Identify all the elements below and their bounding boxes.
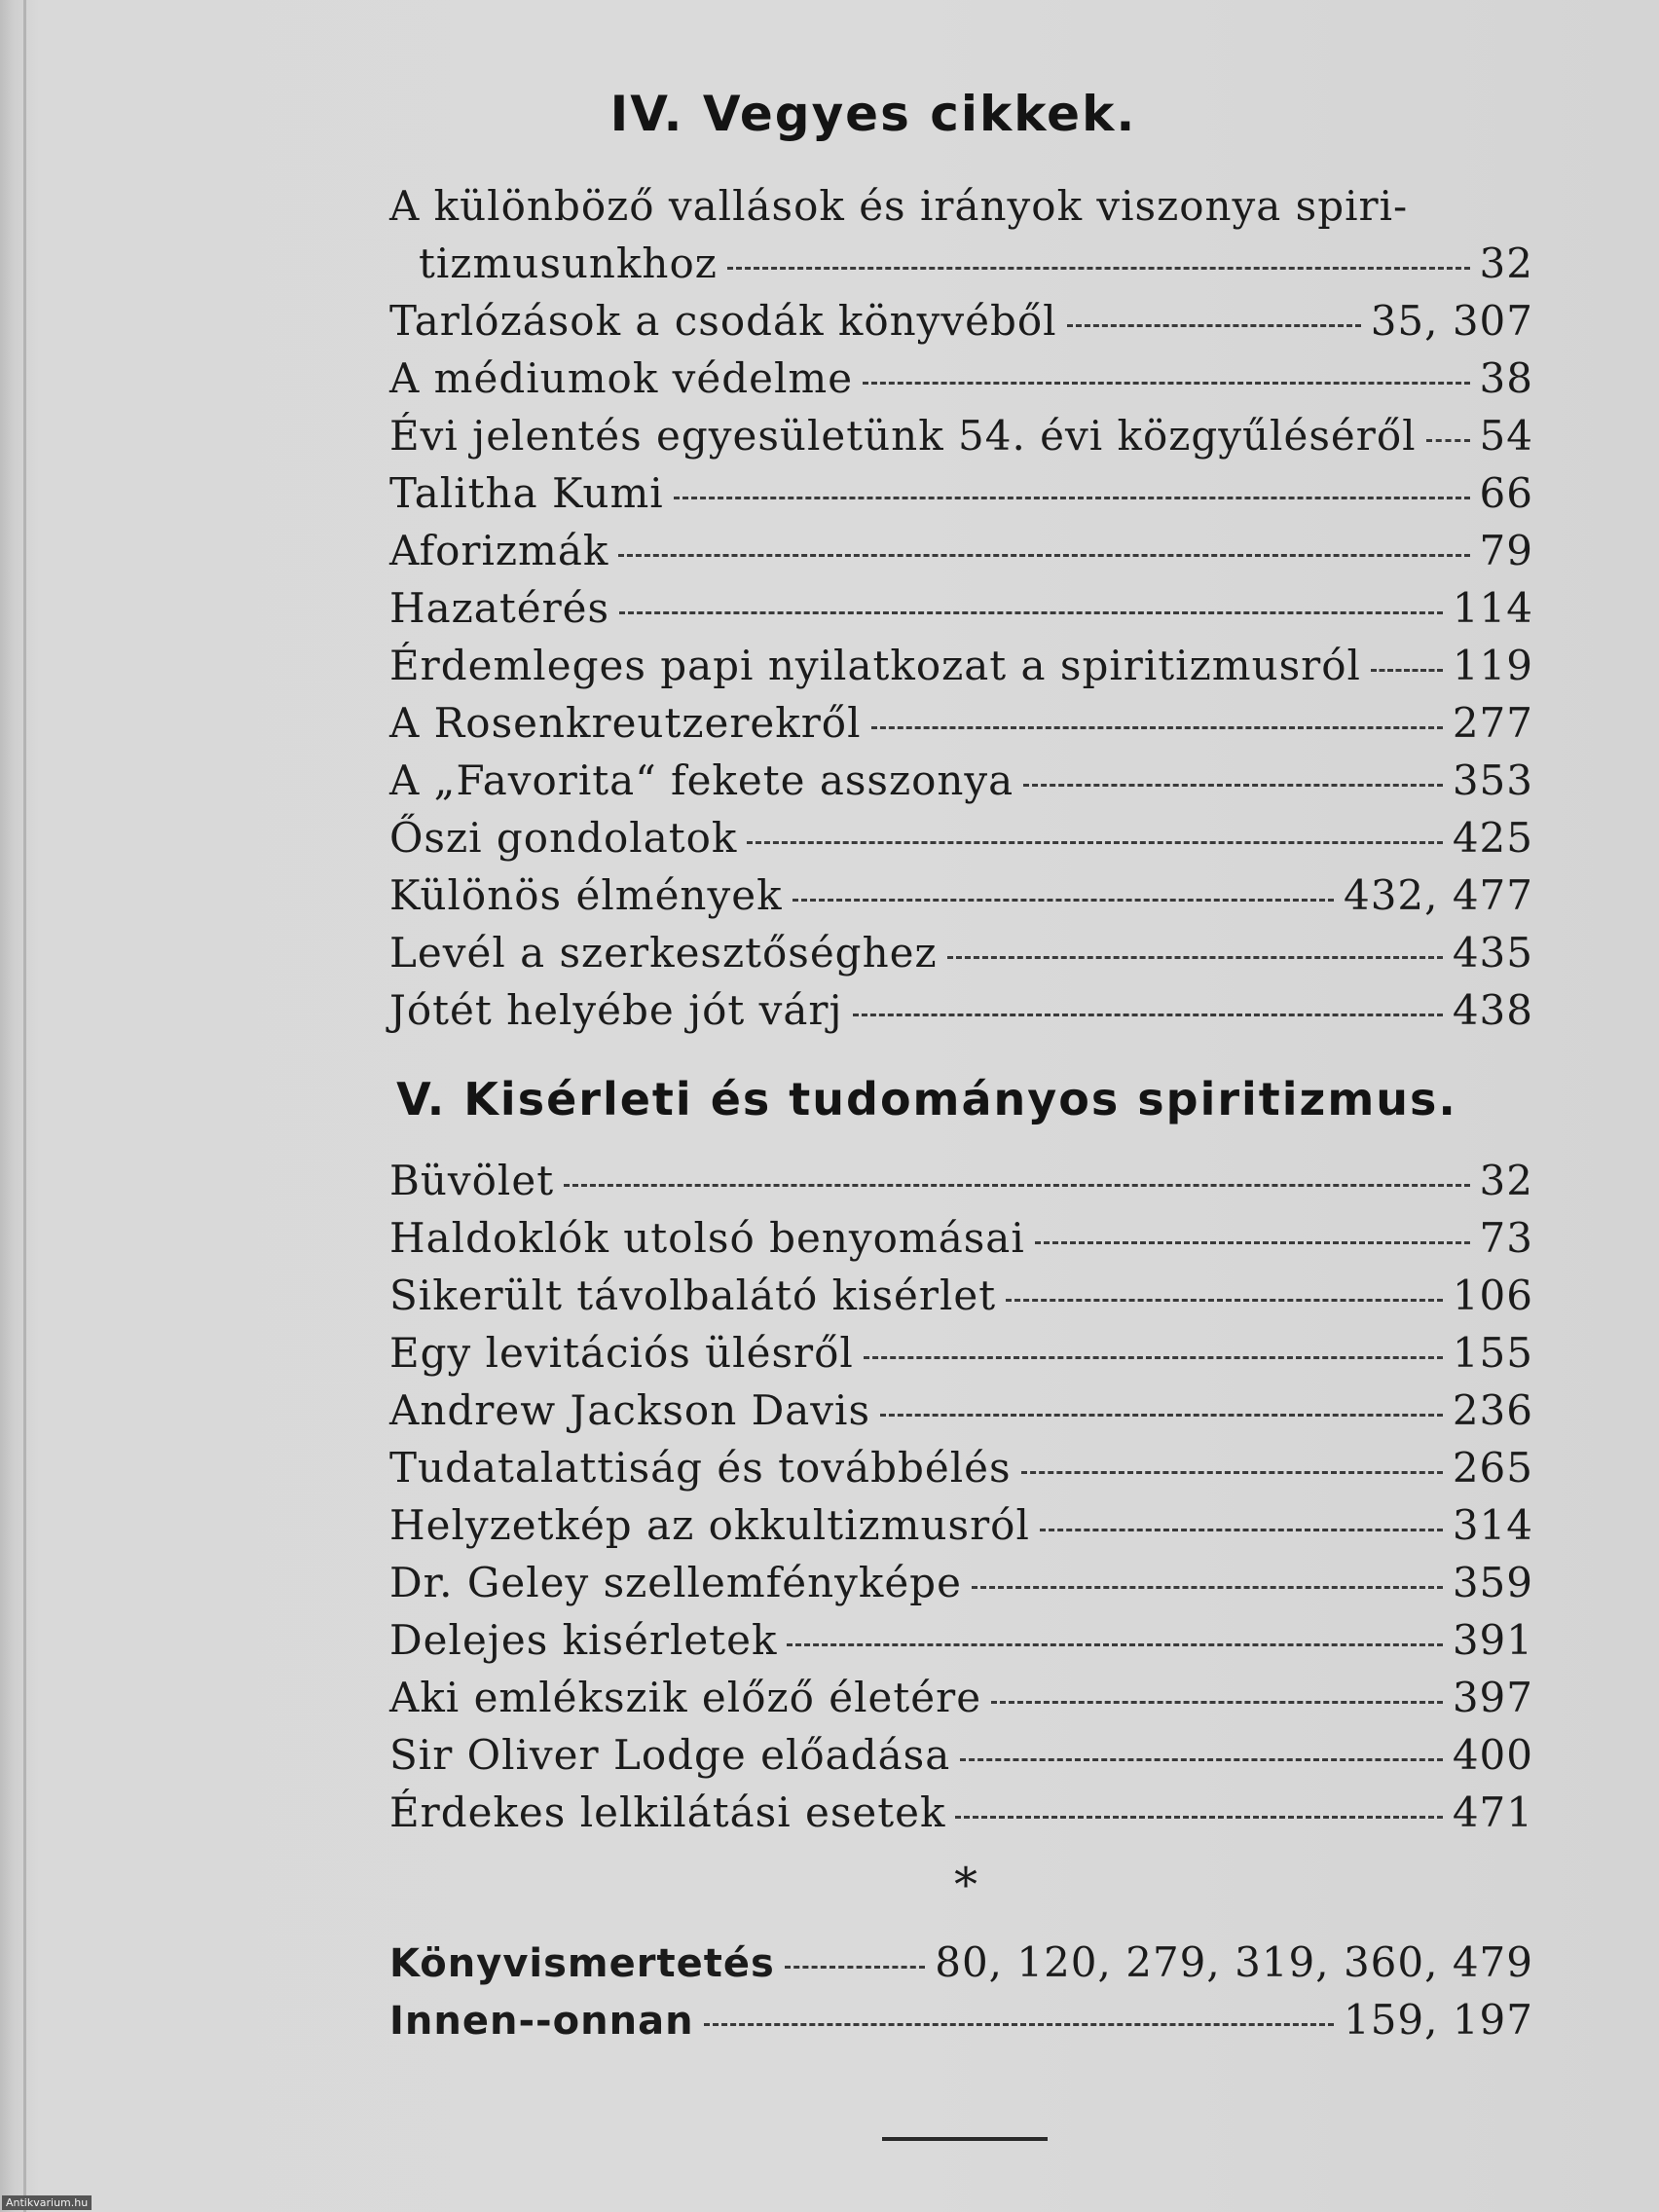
toc-entry	[389, 1382, 1533, 1439]
toc-entry	[389, 1784, 1533, 1841]
entry-title: Tudatalattiság és továbbélés	[389, 1444, 1012, 1492]
entry-pages: 471	[1452, 1788, 1533, 1836]
entry-title: Tarlózások a csodák könyvéből	[389, 297, 1057, 345]
leader-dots	[727, 263, 1470, 270]
leader-dots	[618, 550, 1469, 557]
toc-entry	[389, 1209, 1533, 1267]
toc-entry	[389, 1152, 1533, 1209]
entry-title: Évi jelentés egyesületünk 54. évi közgyűléséről	[389, 412, 1417, 460]
closing-rule	[882, 2137, 1048, 2141]
entry-title: Érdekes lelkilátási esetek	[389, 1788, 946, 1836]
separator-asterisk: *	[954, 1858, 977, 1912]
entry-pages: 32	[1479, 1157, 1533, 1204]
entry-pages: 425	[1452, 814, 1533, 862]
entry-title: Helyzetkép az okkultizmusról	[389, 1501, 1030, 1549]
toc-entry	[389, 177, 1533, 235]
toc-entry	[389, 809, 1533, 866]
entry-pages: 73	[1479, 1214, 1533, 1262]
toc-section-iv	[389, 177, 1533, 1039]
leader-dots	[1035, 1237, 1470, 1244]
entry-pages: 159, 197	[1343, 1996, 1533, 2044]
toc-extra	[389, 1934, 1533, 2048]
entry-pages: 432, 477	[1343, 871, 1533, 919]
leader-dots	[1040, 1525, 1443, 1531]
section-heading-v: V. Kisérleti és tudományos spiritizmus.	[396, 1073, 1457, 1125]
entry-pages: 438	[1452, 986, 1533, 1034]
entry-title: Dr. Geley szellemfényképe	[389, 1559, 962, 1606]
entry-title: Könyvismertetés	[389, 1941, 775, 1986]
entry-pages: 397	[1452, 1674, 1533, 1721]
entry-pages: 353	[1452, 756, 1533, 804]
entry-title: Talitha Kumi	[389, 469, 664, 517]
entry-title: Innen--onnan	[389, 1999, 694, 2044]
entry-title: A Rosenkreutzerekről	[389, 699, 862, 747]
leader-dots	[564, 1180, 1469, 1187]
entry-title: Aki emlékszik előző életére	[389, 1674, 982, 1721]
entry-title: A „Favorita“ fekete asszonya	[389, 756, 1014, 804]
entry-pages: 79	[1479, 527, 1533, 574]
toc-entry	[389, 1496, 1533, 1554]
entry-title: Sikerült távolbalátó kisérlet	[389, 1272, 997, 1319]
toc-entry	[389, 637, 1533, 694]
entry-pages: 106	[1452, 1272, 1533, 1319]
leader-dots	[955, 1812, 1442, 1819]
entry-pages: 277	[1452, 699, 1533, 747]
toc-entry	[389, 866, 1533, 924]
toc-entry	[389, 350, 1533, 407]
entry-title: A különböző vallások és irányok viszonya spiri-	[389, 182, 1409, 230]
entry-pages: 38	[1479, 354, 1533, 402]
entry-pages: 359	[1452, 1559, 1533, 1606]
entry-title: Hazatérés	[389, 584, 610, 632]
entry-title: Őszi gondolatok	[389, 814, 738, 862]
entry-title: Aforizmák	[389, 527, 609, 574]
entry-pages: 66	[1479, 469, 1533, 517]
toc-entry	[389, 981, 1533, 1039]
leader-dots	[991, 1697, 1443, 1704]
entry-pages: 80, 120, 279, 319, 360, 479	[935, 1938, 1533, 1986]
leader-dots	[972, 1582, 1443, 1589]
entry-pages: 391	[1452, 1616, 1533, 1664]
section-heading-iv: IV. Vegyes cikkek.	[609, 86, 1137, 142]
leader-dots	[1067, 320, 1361, 327]
leader-dots	[787, 1640, 1442, 1646]
leader-dots	[960, 1754, 1443, 1761]
leader-dots	[1021, 1467, 1443, 1474]
entry-title: Büvölet	[389, 1157, 555, 1204]
leader-dots	[747, 837, 1442, 844]
entry-pages: 119	[1452, 642, 1533, 689]
toc-entry	[389, 694, 1533, 752]
leader-dots	[704, 2019, 1334, 2026]
toc-entry	[389, 522, 1533, 579]
entry-pages: 114	[1452, 584, 1533, 632]
entry-pages: 155	[1452, 1329, 1533, 1377]
toc-entry	[389, 1439, 1533, 1496]
leader-dots	[1023, 780, 1443, 787]
leader-dots	[853, 1010, 1443, 1016]
leader-dots	[674, 493, 1470, 499]
toc-entry	[389, 1726, 1533, 1784]
leader-dots	[619, 608, 1443, 614]
leader-dots	[1371, 665, 1443, 672]
entry-title: Egy levitációs ülésről	[389, 1329, 854, 1377]
toc-section-v	[389, 1152, 1533, 1841]
leader-dots	[1426, 435, 1470, 442]
entry-title: tizmusunkhoz	[419, 240, 718, 287]
toc-entry	[389, 1554, 1533, 1611]
entry-pages: 314	[1452, 1501, 1533, 1549]
entry-title: Haldoklók utolsó benyomásai	[389, 1214, 1025, 1262]
leader-dots	[880, 1410, 1443, 1417]
toc-entry	[389, 1934, 1533, 1991]
toc-entry	[389, 407, 1533, 464]
entry-title: Jótét helyébe jót várj	[389, 986, 843, 1034]
toc-entry	[389, 292, 1533, 350]
leader-dots	[793, 895, 1334, 902]
entry-pages: 400	[1452, 1731, 1533, 1779]
leader-dots	[947, 952, 1443, 959]
toc-entry	[389, 1669, 1533, 1726]
leader-dots	[864, 1352, 1443, 1359]
entry-pages: 236	[1452, 1386, 1533, 1434]
leader-dots	[871, 722, 1443, 729]
entry-title: Delejes kisérletek	[389, 1616, 778, 1664]
entry-pages: 35, 307	[1370, 297, 1533, 345]
entry-title: Különös élmények	[389, 871, 783, 919]
entry-title: A médiumok védelme	[389, 354, 854, 402]
entry-pages: 32	[1479, 240, 1533, 287]
entry-pages: 265	[1452, 1444, 1533, 1492]
entry-title: Levél a szerkesztőséghez	[389, 929, 938, 977]
toc-entry-continuation	[389, 235, 1533, 292]
toc-entry	[389, 924, 1533, 981]
leader-dots	[785, 1962, 925, 1969]
entry-title: Sir Oliver Lodge előadása	[389, 1731, 951, 1779]
entry-pages: 54	[1479, 412, 1533, 460]
toc-entry	[389, 1611, 1533, 1669]
entry-title: Érdemleges papi nyilatkozat a spiritizmusról	[389, 642, 1361, 689]
watermark: Antikvarium.hu	[2, 2195, 92, 2210]
leader-dots	[1006, 1295, 1443, 1302]
toc-entry	[389, 1267, 1533, 1324]
toc-entry	[389, 752, 1533, 809]
toc-entry	[389, 1991, 1533, 2048]
toc-entry	[389, 579, 1533, 637]
toc-entry	[389, 1324, 1533, 1382]
leader-dots	[863, 378, 1469, 385]
entry-title: Andrew Jackson Davis	[389, 1386, 871, 1434]
toc-entry	[389, 464, 1533, 522]
entry-pages: 435	[1452, 929, 1533, 977]
